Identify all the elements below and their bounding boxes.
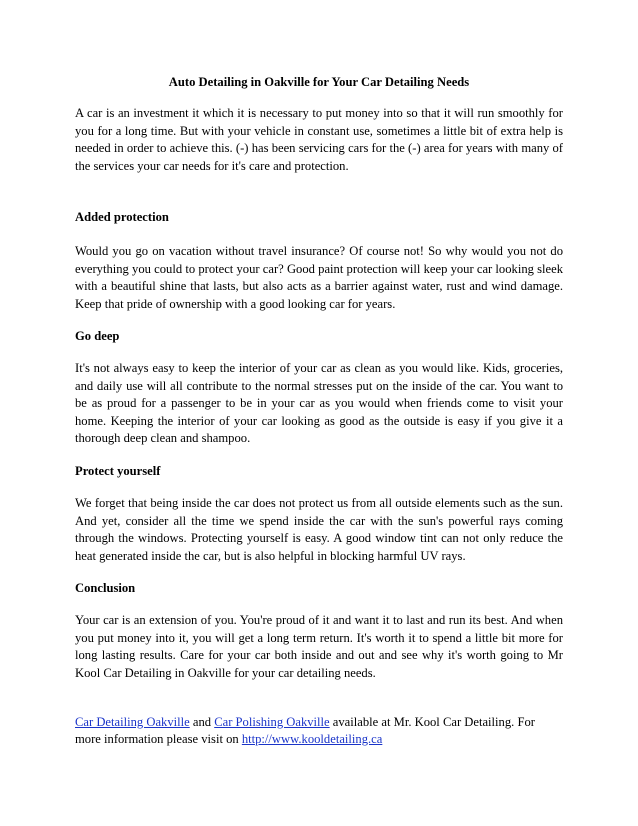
paragraph-go-deep: It's not always easy to keep the interior of your car as clean as you would like. Kids, groceries, and daily use will all contribute to the normal stresses put on the inside of the car. You want to be as proud for a passenger to be in your car as you would when friends come to visit your home. Keeping the interior of your car looking as good as the outside is easy if you give it a thorough deep clean and shampoo. [75,361,563,446]
heading-protect-yourself: Protect yourself [75,464,161,478]
heading-go-deep: Go deep [75,329,120,343]
heading-conclusion: Conclusion [75,581,136,595]
paragraph-added-protection: Would you go on vacation without travel insurance? Of course not! So why would you not do everything you could to protect your car? Good paint protection will keep your car looking sleek with a beautiful shine that lasts, but also acts as a barrier against water, rust and wind damage. Keep that pride of ownership with a good looking car for years. [75,244,563,311]
intro-paragraph: A car is an investment it which it is necessary to put money into so that it will run smoothly for you for a long time. But with your vehicle in constant use, sometimes a little bit of extra help is needed in order to achieve this. (-) has been servicing cars for the (-) area for years with many of the services your car needs for it's care and protection. [75,106,563,173]
link-car-polishing-oakville[interactable]: Car Polishing Oakville [214,715,330,729]
footer-paragraph [75,714,563,747]
heading-added-protection: Added protection [75,210,169,224]
footer-and-text: and [189,715,215,729]
paragraph-conclusion: Your car is an extension of you. You're proud of it and want it to last and run its best. And when you put money into it, you will get a long term return. It's worth it to spend a little bit more for long lasting results. Care for your car both inside and out and see why it's worth going to Mr Kool Car Detailing in Oakville for your car detailing needs. [75,613,563,680]
link-car-detailing-oakville[interactable]: Car Detailing Oakville [75,715,190,729]
footer-mid-text: available at Mr. Kool Car Detailing. For more information please visit on [75,715,535,746]
paragraph-protect-yourself: We forget that being inside the car does not protect us from all outside elements such as the sun. And yet, consider all the time we spend inside the car with the sun's powerful rays coming through the windows. Protecting yourself is easy. A good window tint can not only reduce the heat generated inside the car, but is also helpful in blocking harmful UV rays. [75,496,563,563]
link-website-url[interactable]: http://www.kooldetailing.ca [241,731,383,746]
document-title: Auto Detailing in Oakville for Your Car Detailing Needs [168,75,470,89]
